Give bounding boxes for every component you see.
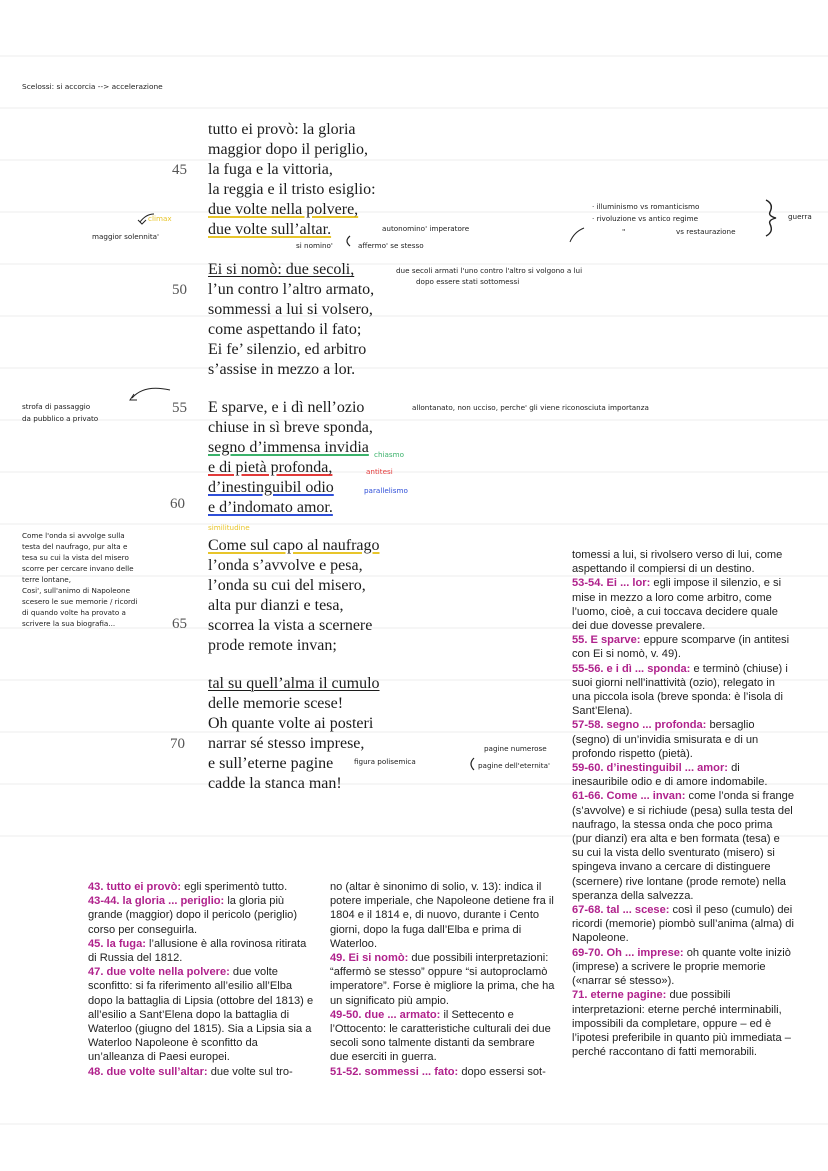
note-text: e terminò (chiuse) i suoi giorni nell’inattività (ozio), relegato in una piccola isola (breve sponda: è l’isola di Sant’Elena). [572,662,788,718]
come-onda-line: scrivere la sua biografia... [22,619,116,628]
note-text: no (altar è sinonimo di solio, v. 13): indica il potere imperiale, che Napoleone detiene fra il 1804 e il 1814 e, di nuovo, durante i Cento giorni, dopo la fuga dall’Elba e prima di Waterloo. [330,881,554,950]
note-key: 51-52. sommessi ... fato: [330,1065,459,1078]
illuminismo-annotation: · illuminismo vs romanticismo [592,202,700,211]
note-key: 43. tutto ei provò: [88,881,182,893]
note-key: 43-44. la gloria ... periglio: [88,895,225,908]
note-text: oh quante volte iniziò (imprese) a scrivere le proprie memorie («narrar sé stesso»). [572,946,791,988]
strofa-annotation-2: da pubblico a privato [22,414,99,423]
due-secoli-annotation: due secoli armati l'uno contro l'altro si volgono a lui [396,266,583,275]
poem-line: chiuse in sì breve sponda, [208,419,373,436]
note-key: 53-54. Ei ... lor: [572,577,651,590]
poem-line: E sparve, e i dì nell’ozio [208,399,365,416]
poem-line: Oh quante volte ai posteri [208,715,374,732]
affermo-annotation: affermo' se stesso [358,241,424,250]
guerra-annotation: guerra [788,212,812,221]
poem-line: scorrea la vista a scernere [208,617,373,634]
strofa-annotation-1: strofa di passaggio [22,402,91,411]
note-key: 71. eterne pagine: [572,989,667,1002]
note-key: 45. la fuga: [88,937,146,950]
come-onda-line: testa del naufrago, pur alta e [22,542,128,551]
notes-column-1 [88,880,314,1079]
note-text: eppure scomparve (in antitesi con Ei si nomò, v. 49). [572,634,790,661]
poem-line: prode remote invan; [208,637,337,654]
arrow-curve-1 [570,228,584,242]
bracket-2 [471,758,474,770]
bracket-1 [347,236,350,246]
note-item [572,718,794,761]
poem-line: due volte nella polvere, [208,201,359,218]
note-text: due volte sconfitto: si fa riferimento all’esilio all’Elba dopo la battaglia di Lipsia (ottobre del 1813) e all’esilio a Sant’Elena dopo la battaglia di Waterloo (giugno del 1815). Sia a Lipsia sia a Waterloo Napoleone è sconfitto da un’alleanza di Paesi europei. [88,966,314,1064]
note-key: 57-58. segno ... profonda: [572,719,707,732]
note-item [88,894,314,937]
pagine-numerose-annotation: pagine numerose [484,744,547,753]
note-text: così il peso (cumulo) dei ricordi (memorie) piombò sull’anima (alma) di Napoleone. [572,904,794,945]
notes-column-2 [330,880,556,1079]
antitesi-annotation: antitesi [366,467,393,476]
note-item [88,937,314,965]
poem-line: due volte sull’altar. [208,221,332,238]
note-item [572,789,794,903]
allontanato-annotation: allontanato, non ucciso, perche' gli viene riconosciuta importanza [412,403,649,412]
note-item [572,633,794,661]
poem-line: la reggia e il tristo esiglio: [208,181,376,198]
note-text: di inesauribile odio e di amore indomabile. [572,762,768,789]
poem-line: d’inestinguibil odio [208,479,334,496]
poem-line: tutto ei provò: la gloria [208,121,356,138]
note-key: 48. due volte sull’altar: [88,1065,208,1078]
poem-line: e d’indomato amor. [208,499,333,516]
note-item [572,761,794,789]
line-number: 45 [172,162,187,178]
note-key: 61-66. Come ... invan: [572,790,686,803]
restaurazione-annotation: vs restaurazione [676,227,736,236]
line-number: 65 [172,616,187,632]
note-key: 49-50. due ... armato: [330,1008,441,1021]
line-number: 55 [172,400,187,416]
poem-line: la fuga e la vittoria, [208,161,333,178]
note-item [572,662,794,719]
note-text: la gloria più grande (maggior) dopo il pericolo (periglio) corso per conseguirla. [88,895,298,936]
poem-line: alta pur dianzi e tesa, [208,597,344,614]
poem-line: l’onda s’avvolve e pesa, [208,557,363,574]
pagine-eternita-annotation: pagine dell'eternita' [478,761,550,770]
solennita-annotation: maggior solennita' [92,232,160,241]
strofa-arrow [132,388,170,398]
note-item [88,880,314,894]
chiasmo-annotation: chiasmo [374,450,405,459]
note-key: 47. due volte nella polvere: [88,966,230,979]
poem-line: l’onda su cui del misero, [208,577,366,594]
note-item [572,548,794,576]
poem-line: tal su quell’alma il cumulo [208,675,380,692]
poem-line: segno d’immensa invidia [208,439,369,456]
note-key: 59-60. d’inestinguibil ... amor: [572,762,728,775]
header-note: Scelossi: si accorcia --> accelerazione [22,82,163,91]
poem-line: Come sul capo al naufrago [208,537,380,554]
note-item [572,576,794,633]
note-text: l’allusione è alla rovinosa ritirata di Russia del 1812. [88,937,307,965]
poem-line: come aspettando il fato; [208,321,362,338]
guerra-brace [766,200,776,236]
come-onda-line: tesa su cui la vista del misero [22,553,129,562]
parallelismo-annotation: parallelismo [364,486,408,495]
rivoluzione-annotation: · rivoluzione vs antico regime [592,214,699,223]
poem-line: sommessi a lui si volsero, [208,301,373,318]
come-onda-line: scorre per cercare invano delle [22,564,134,573]
line-number: 70 [170,736,185,752]
line-number: 60 [170,496,185,512]
note-item [330,1008,556,1065]
note-key: 49. Ei si nomò: [330,952,409,965]
note-text: due volte sul tro- [210,1065,293,1078]
note-item [330,951,556,1008]
line-number: 50 [172,282,187,298]
note-item [330,1065,556,1079]
note-item [330,880,556,951]
note-item [88,965,314,1064]
come-onda-line: Come l'onda si avvolge sulla [22,531,125,540]
note-text: bersaglio (segno) di un’invidia smisurata e di un profondo rispetto (pietà). [572,719,759,760]
poem-line: e di pietà profonda, [208,459,333,476]
poem-line: narrar sé stesso imprese, [208,735,365,752]
note-text: tomessi a lui, si rivolsero verso di lui, come aspettando il compiersi di un destino. [572,549,783,576]
poem-line: s’assise in mezzo a lor. [208,361,356,378]
poem-line: delle memorie scese! [208,695,344,712]
similitudine-annotation: similitudine [208,523,250,532]
come-onda-line: terre lontane, [22,575,72,584]
notes-right-column [572,548,794,1059]
poem-line: maggior dopo il periglio, [208,141,368,158]
come-onda-line: scesero le sue memorie / ricordi [22,597,138,606]
come-onda-line: Cosi', sull'animo di Napoleone [22,586,130,595]
poem-line: Ei fe’ silenzio, ed arbitro [208,341,367,358]
note-key: 69-70. Oh ... imprese: [572,946,684,959]
note-key: 67-68. tal ... scese: [572,904,670,917]
climax-annotation: climax [148,214,172,223]
si-nomino-annotation: si nomino' [296,241,333,250]
note-key: 55-56. e i dì ... sponda: [572,662,691,675]
come-onda-line: di quando volte ha provato a [22,608,126,617]
note-item [572,988,794,1059]
note-key: 55. E sparve: [572,634,641,647]
poem-line: l’un contro l’altro armato, [208,281,375,298]
note-text: il Settecento e l’Ottocento: le caratteristiche culturali dei due secoli sono talmente distanti da sembrare due eserciti in guerra. [330,1008,551,1064]
note-text: due possibili interpretazioni: eterne perché interminabili, impossibili da completare, oppure – ed è l’ipotesi preferibile in quanto più immediata – perché raccontano di fatti memorabili. [572,989,791,1059]
note-item [572,903,794,946]
poem-line: cadde la stanca man! [208,775,342,792]
poem-line: Ei si nomò: due secoli, [208,261,355,278]
note-item [572,946,794,989]
autonomina-annotation: autonomino' imperatore [382,224,470,233]
note-text: egli impose il silenzio, e si mise in mezzo a loro come arbitro, come l’uomo, cioè, a cui toccava decidere quale dei due dovesse prevalere. [572,577,782,633]
note-text: egli sperimentò tutto. [184,881,288,893]
ditto-annotation: " [622,227,626,236]
note-text: come l’onda si frange (s’avvolve) e si richiude (pesa) sulla testa del naufrago, la stessa onda che poco prima (pur dianzi) era alta e ben formata (tesa) e su cui la vista dello sventurato (misero) si spingeva invano a cercare di distinguere (scernere) rive lontane (prode remote) nella speranza della salvezza. [572,790,794,902]
figura-polisemica-annotation: figura polisemica [354,757,416,766]
note-text: due possibili interpretazioni: “affermò se stesso” oppure “si autoproclamò imperatore”. Forse è migliore la prima, che ha un significato più ampio. [330,952,555,1007]
poem-line: e sull’eterne pagine [208,755,334,772]
due-secoli-annotation-2: dopo essere stati sottomessi [416,277,520,286]
note-text: dopo essersi sot- [461,1065,546,1078]
note-item [88,1065,314,1079]
